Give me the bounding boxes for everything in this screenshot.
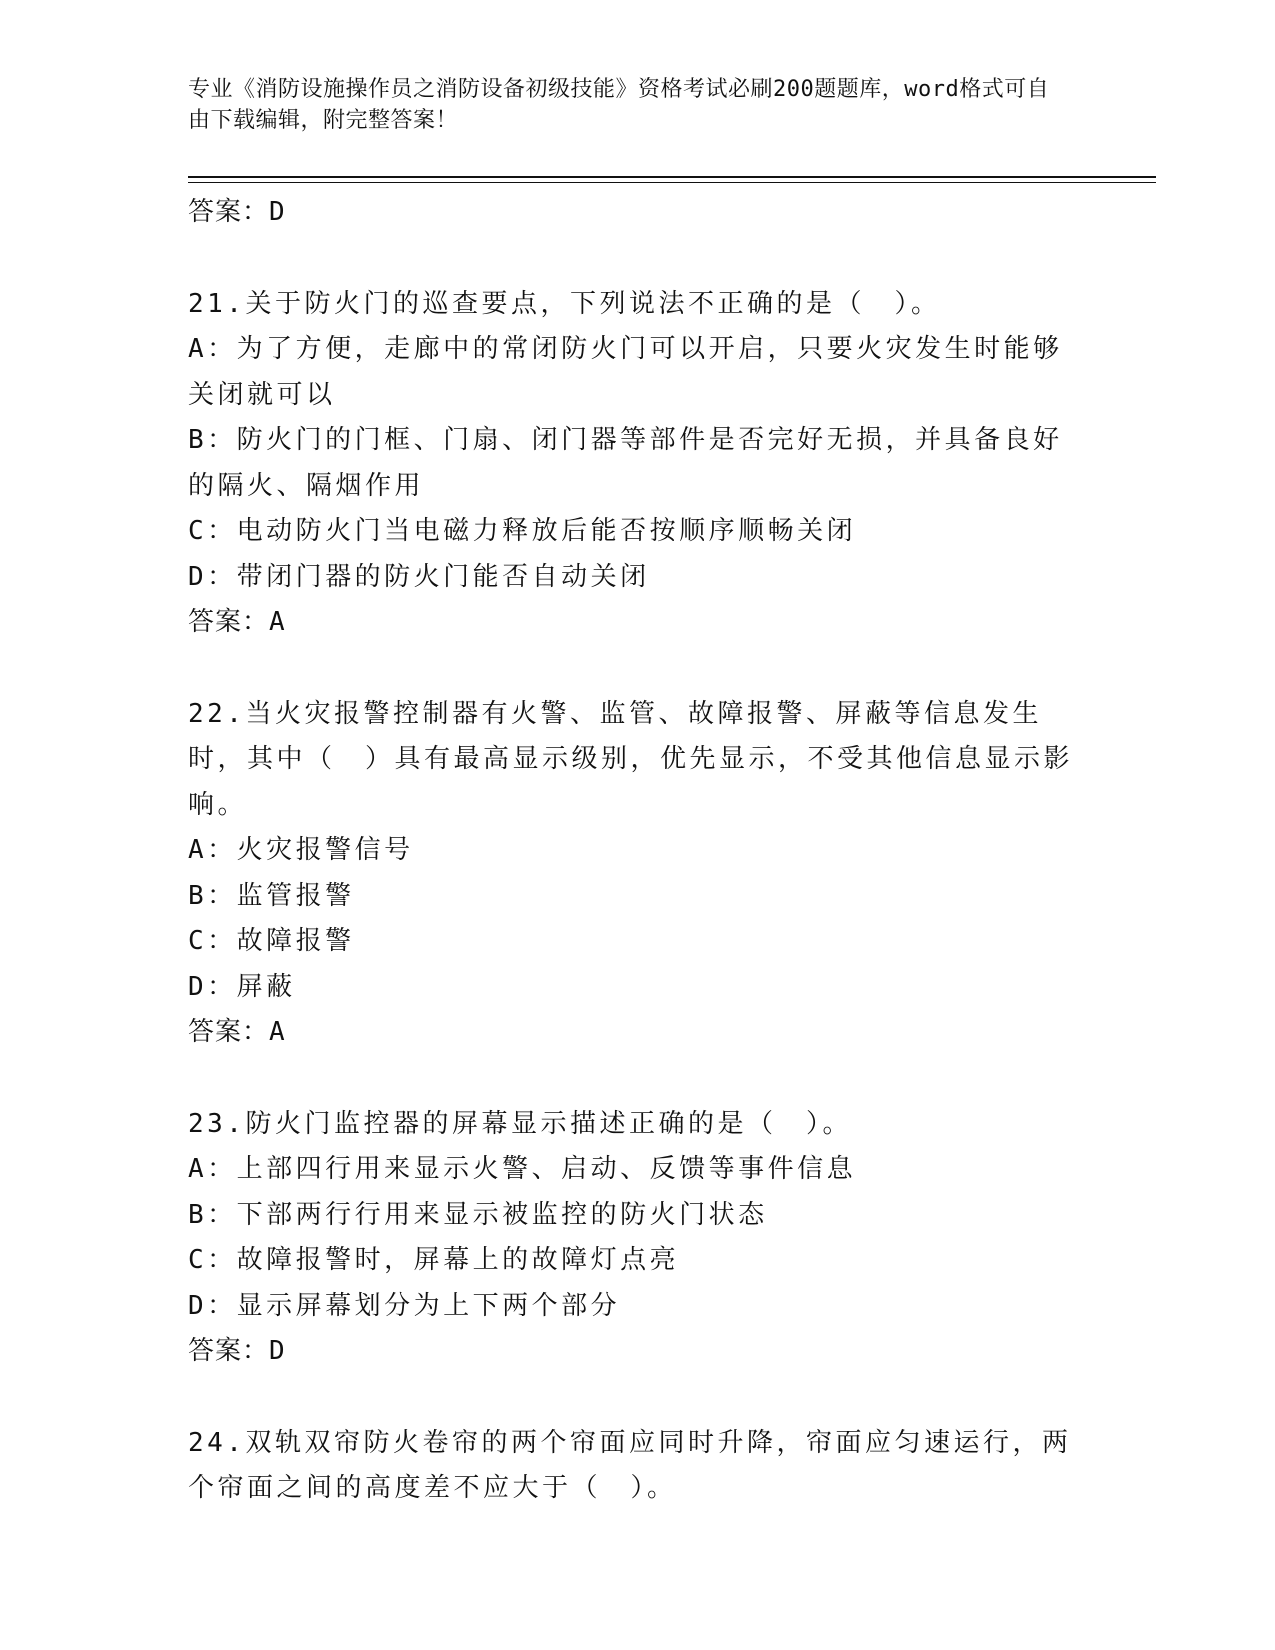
question-number: 22. [188, 698, 246, 729]
question-24 [188, 1421, 1088, 1512]
question-text: 当火灾报警控制器有火警、监管、故障报警、屏蔽等信息发生时，其中（ ）具有最高显示级别，优先显示，不受其他信息显示影响。 [188, 698, 1074, 820]
question-number: 24. [188, 1427, 246, 1458]
option-b: B：下部两行行用来显示被监控的防火门状态 [188, 1199, 768, 1230]
question-stem [188, 282, 1088, 328]
page-header: 专业《消防设施操作员之消防设备初级技能》资格考试必刷200题题库，word格式可自由下载编辑，附完整答案！ [188, 77, 1050, 133]
option-d: D：屏蔽 [188, 971, 296, 1002]
question-gap [188, 236, 1088, 282]
answer-label: 答案：D [188, 1336, 286, 1366]
question-23 [188, 1102, 1088, 1375]
question-number: 21. [188, 288, 246, 319]
option-a: A：为了方便，走廊中的常闭防火门可以开启，只要火灾发生时能够关闭就可以 [188, 334, 1063, 410]
answer-label: 答案：A [188, 607, 286, 637]
header-divider-thin [188, 182, 1156, 183]
question-22 [188, 692, 1088, 1056]
option-c: C：电动防火门当电磁力释放后能否按顺序顺畅关闭 [188, 516, 857, 546]
question-gap [188, 1056, 1088, 1102]
question-21 [188, 282, 1088, 646]
option-b: B：监管报警 [188, 880, 355, 911]
option-a: A：上部四行用来显示火警、启动、反馈等事件信息 [188, 1154, 857, 1184]
question-list [188, 190, 1088, 1512]
header-divider-thick [188, 176, 1156, 178]
question-gap [188, 1375, 1088, 1421]
question-text: 双轨双帘防火卷帘的两个帘面应同时升降，帘面应匀速运行，两个帘面之间的高度差不应大于（ ）。 [188, 1427, 1072, 1503]
question-stem [188, 1421, 1088, 1512]
question-text: 关于防火门的巡查要点，下列说法不正确的是（ ）。 [245, 288, 941, 319]
option-a: A：火灾报警信号 [188, 835, 414, 865]
answer-label: 答案：A [188, 1017, 286, 1047]
option-c: C：故障报警时，屏幕上的故障灯点亮 [188, 1245, 680, 1275]
question-gap [188, 646, 1088, 692]
question-number: 23. [188, 1108, 246, 1139]
question-text: 防火门监控器的屏幕显示描述正确的是（ ）。 [245, 1108, 852, 1139]
question-stem [188, 1102, 1088, 1148]
option-c: C：故障报警 [188, 926, 355, 956]
previous-answer: 答案：D [188, 197, 286, 227]
question-stem [188, 692, 1088, 829]
option-b: B：防火门的门框、门扇、闭门器等部件是否完好无损，并具备良好的隔火、隔烟作用 [188, 425, 1063, 501]
option-d: D：显示屏幕划分为上下两个部分 [188, 1290, 621, 1321]
option-d: D：带闭门器的防火门能否自动关闭 [188, 561, 650, 592]
